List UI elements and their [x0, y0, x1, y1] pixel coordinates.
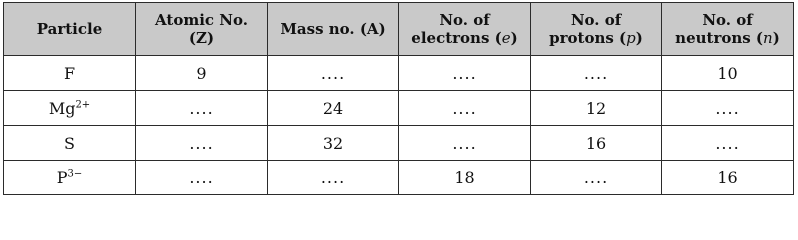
cell-atomic-no: .... — [136, 91, 268, 126]
header-electrons-word: electrons ( — [411, 29, 502, 47]
cell-neutrons: 10 — [662, 56, 794, 91]
cell-mass-no: .... — [268, 161, 399, 195]
header-electrons-symbol: e — [501, 29, 511, 47]
cell-particle — [4, 161, 136, 195]
cell-mass-no: 24 — [268, 91, 399, 126]
header-electrons — [399, 3, 531, 56]
cell-mass-no: 32 — [268, 126, 399, 161]
header-particle-label: Particle — [36, 20, 103, 38]
cell-protons: .... — [531, 56, 662, 91]
header-protons-line2 — [531, 29, 661, 47]
header-neutrons-line1: No. of — [702, 11, 753, 29]
cell-atomic-no: 9 — [136, 56, 268, 91]
header-protons — [531, 3, 662, 56]
header-protons-close: ) — [635, 29, 643, 47]
header-electrons-close: ) — [510, 29, 518, 47]
header-mass-no-label: Mass no. (A) — [280, 20, 386, 38]
header-protons-symbol: p — [626, 29, 636, 47]
table-row — [4, 91, 794, 126]
header-electrons-line1: No. of — [439, 11, 490, 29]
table-row — [4, 126, 794, 161]
cell-particle — [4, 126, 136, 161]
cell-electrons: .... — [399, 56, 531, 91]
cell-electrons: .... — [399, 91, 531, 126]
header-atomic-no — [136, 3, 268, 56]
header-neutrons-word: neutrons ( — [675, 29, 764, 47]
cell-electrons: .... — [399, 126, 531, 161]
particle-symbol: F — [63, 63, 76, 83]
header-protons-word: protons ( — [549, 29, 627, 47]
header-neutrons-symbol: n — [763, 29, 773, 47]
particle-table — [3, 2, 794, 195]
header-neutrons-line2 — [662, 29, 793, 47]
table-row — [4, 56, 794, 91]
cell-protons: .... — [531, 161, 662, 195]
particle-symbol: S — [64, 133, 75, 153]
header-atomic-no-line2: (Z) — [188, 29, 215, 47]
cell-protons: 12 — [531, 91, 662, 126]
cell-particle — [4, 91, 136, 126]
particle-symbol: Mg — [48, 98, 76, 118]
cell-particle — [4, 56, 136, 91]
table-header-row — [4, 3, 794, 56]
header-neutrons — [662, 3, 794, 56]
particle-charge: 3− — [67, 168, 83, 180]
particle-symbol: P — [56, 168, 68, 187]
cell-mass-no: .... — [268, 56, 399, 91]
cell-neutrons: .... — [662, 91, 794, 126]
cell-neutrons: .... — [662, 126, 794, 161]
cell-neutrons: 16 — [662, 161, 794, 195]
header-neutrons-close: ) — [772, 29, 780, 47]
cell-electrons: 18 — [399, 161, 531, 195]
header-particle — [4, 3, 136, 56]
header-protons-line1: No. of — [570, 11, 622, 29]
cell-atomic-no: .... — [136, 161, 268, 195]
header-mass-no — [268, 3, 399, 56]
header-atomic-no-line1: Atomic No. — [155, 11, 248, 29]
table-row — [4, 161, 794, 195]
cell-atomic-no: .... — [136, 126, 268, 161]
cell-protons: 16 — [531, 126, 662, 161]
particle-charge: 2+ — [75, 99, 91, 111]
header-electrons-line2 — [399, 29, 530, 47]
